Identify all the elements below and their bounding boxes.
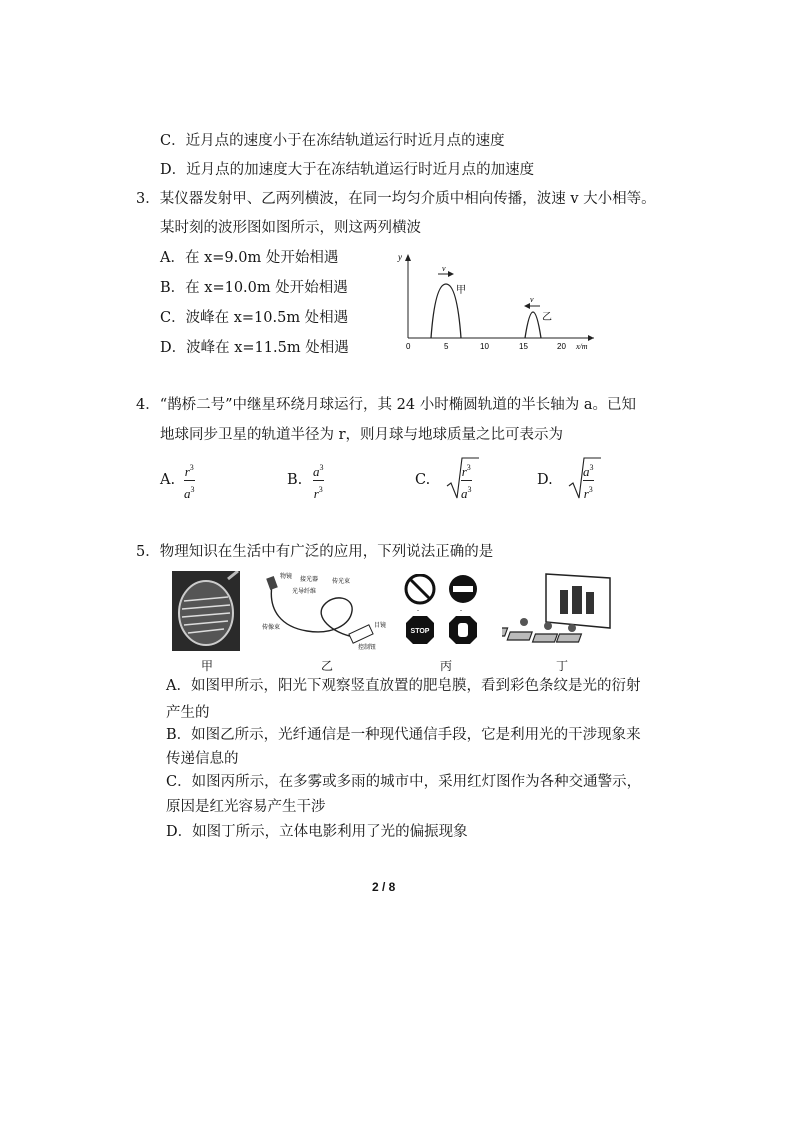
q5-option-a-line1: A．如图甲所示，阳光下观察竖直放置的肥皂膜，看到彩色条纹是光的衍射 xyxy=(166,678,641,694)
y-axis-arrow xyxy=(405,254,411,261)
tick-label-20: 20 xyxy=(557,342,566,351)
q4-option-b-label: B. xyxy=(287,472,303,488)
caption-bing: 丙 xyxy=(440,659,453,673)
caption-jia: 甲 xyxy=(201,659,214,673)
wave-a-arrowhead xyxy=(448,271,454,277)
svg-text:-: - xyxy=(417,607,420,614)
wave-b-label: 乙 xyxy=(542,312,552,323)
q4-option-b-fraction: $a^3$ $r^3$ xyxy=(313,463,324,501)
q4-option-d-fraction: $a^3$ $r^3$ xyxy=(583,463,594,501)
q3-option-d: D．波峰在 x=11.5m 处相遇 xyxy=(160,340,349,356)
q4-option-a-label: A. xyxy=(160,472,176,488)
q5-option-d: D．如图丁所示，立体电影利用了光的偏振现象 xyxy=(166,824,468,840)
q4-option-a-fraction: $r^3$ $a^3$ xyxy=(184,463,195,501)
q3-option-b: B．在 x=10.0m 处开始相遇 xyxy=(160,280,348,296)
q2-option-d: D．近月点的加速度大于在冻结轨道运行时近月点的加速度 xyxy=(160,162,535,178)
tick-label-5: 5 xyxy=(444,342,449,351)
caption-yi: 乙 xyxy=(321,659,334,673)
wave-a-velocity-label: v xyxy=(442,264,446,273)
fig-bing-traffic-signs xyxy=(403,574,485,648)
fig-jia-soap-film xyxy=(172,571,240,651)
fig-yi-optical-fiber xyxy=(262,571,392,653)
q5-stem: 5．物理知识在生活中有广泛的应用，下列说法正确的是 xyxy=(136,544,494,560)
q5-option-c-line2: 原因是红光容易产生干涉 xyxy=(166,799,326,815)
no-entry-bar-icon xyxy=(449,575,477,603)
wave-b-crest xyxy=(525,312,541,338)
y-axis-label: y xyxy=(398,252,402,262)
no-entry-circle-icon xyxy=(406,575,434,603)
wave-a-label: 甲 xyxy=(456,285,466,296)
q5-option-c-line1: C．如图丙所示，在多雾或多雨的城市中，采用红灯图作为各种交通警示， xyxy=(166,774,642,790)
q4-stem-line2: 地球同步卫星的轨道半径为 r，则月球与地球质量之比可表示为 xyxy=(160,427,564,443)
q3-stem-line2: 某时刻的波形图如图所示，则这两列横波 xyxy=(160,220,421,236)
label-eyepiece: 目镜 xyxy=(374,622,387,629)
fig-ding-3d-cinema xyxy=(502,572,614,652)
x-axis-label: x/m xyxy=(576,342,588,351)
stop-sign-icon xyxy=(406,616,434,644)
q5-option-a-line2: 产生的 xyxy=(166,705,210,721)
q3-option-a: A．在 x=9.0m 处开始相遇 xyxy=(160,250,339,266)
q4-option-c-label: C. xyxy=(415,472,431,488)
q4-option-d-label: D. xyxy=(537,472,553,488)
svg-text:-: - xyxy=(460,607,463,614)
label-light-bundle: 传光束 xyxy=(332,578,351,585)
q3-option-c: C．波峰在 x=10.5m 处相遇 xyxy=(160,310,349,326)
x-axis-arrow xyxy=(588,335,594,341)
label-optical-fiber: 光导纤维 xyxy=(292,588,317,595)
label-objective: 物镜 xyxy=(280,573,293,580)
tick-label-15: 15 xyxy=(519,342,528,351)
wave-b-velocity-label: v xyxy=(530,295,534,304)
q4-option-c-fraction: $r^3$ $a^3$ xyxy=(461,463,472,501)
label-image-bundle: 传像束 xyxy=(262,624,281,631)
tick-label-0: 0 xyxy=(406,342,411,351)
q2-option-c: C．近月点的速度小于在冻结轨道运行时近月点的速度 xyxy=(160,133,505,149)
label-light-receiver: 接光器 xyxy=(300,576,319,583)
tick-label-10: 10 xyxy=(480,342,489,351)
q3-stem-line1: 3．某仪器发射甲、乙两列横波，在同一均匀介质中相向传播，波速 v 大小相等。 xyxy=(136,191,656,207)
stop-hand-sign-icon xyxy=(449,616,477,644)
q5-option-b-line1: B．如图乙所示，光纤通信是一种现代通信手段，它是利用光的干涉现象来 xyxy=(166,727,641,743)
label-control-knob: 控制钮 xyxy=(358,644,377,651)
q3-wave-graph xyxy=(394,246,604,356)
page-number: 2 / 8 xyxy=(372,880,396,894)
q4-stem-line1: 4．“鹊桥二号”中继星环绕月球运行，其 24 小时椭圆轨道的半长轴为 a。已知 xyxy=(136,397,636,413)
stop-sign-text: STOP xyxy=(410,628,430,635)
caption-ding: 丁 xyxy=(556,659,569,673)
q5-option-b-line2: 传递信息的 xyxy=(166,751,239,767)
